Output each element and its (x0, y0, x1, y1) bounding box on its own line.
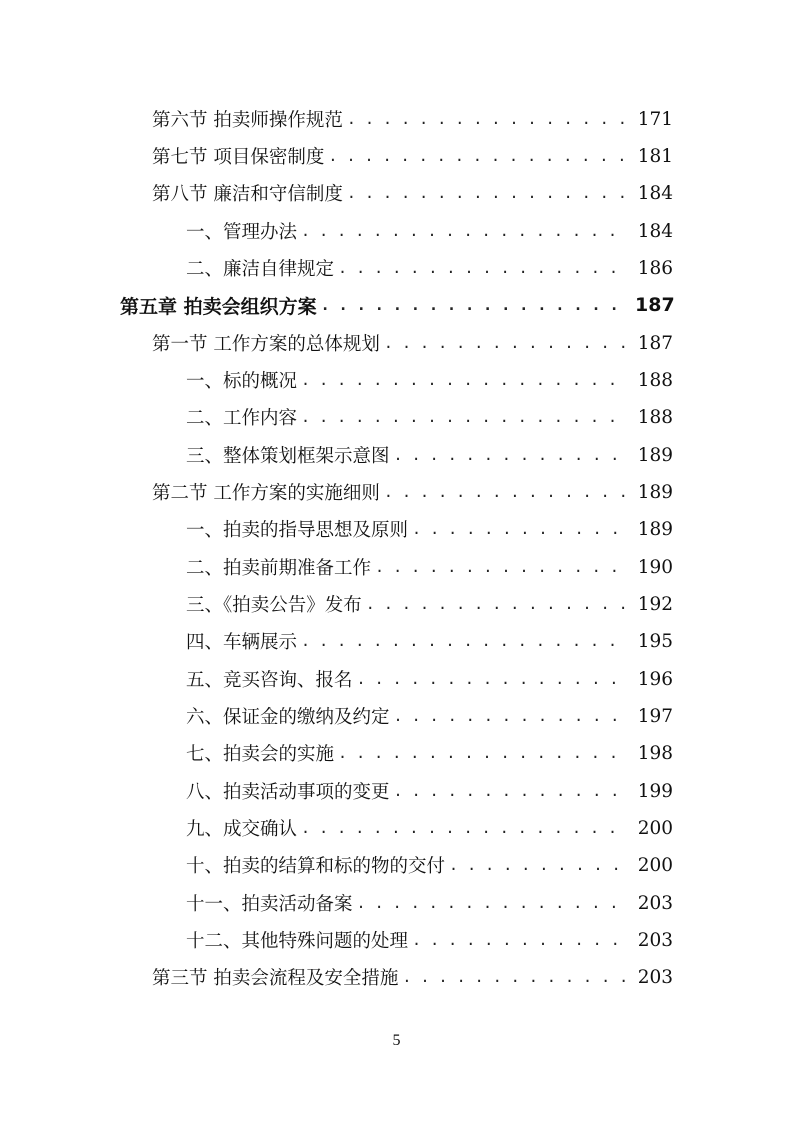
toc-entry[interactable] (186, 850, 673, 880)
toc-entry-page: 171 (637, 108, 673, 130)
leader-dots (394, 446, 629, 464)
leader-dots (301, 819, 629, 837)
toc-entry-page: 192 (637, 593, 673, 615)
leader-dots (347, 110, 629, 128)
toc-entry-page: 200 (637, 854, 673, 876)
toc-entry-page: 203 (637, 929, 673, 951)
leader-dots (394, 707, 629, 725)
toc-entry-label: 九、成交确认 (186, 819, 298, 840)
toc-entry-label: 十一、拍卖活动备案 (186, 894, 353, 915)
toc-entry-label: 一、拍卖的指导思想及原则 (186, 520, 409, 541)
leader-dots (412, 931, 629, 949)
toc-entry[interactable] (186, 589, 673, 619)
leader-dots (384, 483, 629, 501)
toc-entry[interactable] (186, 925, 673, 955)
toc-entry-page: 189 (637, 444, 673, 466)
toc-entry[interactable] (152, 477, 673, 507)
toc-entry-page: 184 (637, 182, 673, 204)
toc-entry-page: 203 (637, 892, 673, 914)
toc-entry-page: 203 (637, 966, 673, 988)
leader-dots (366, 595, 629, 613)
toc-entry-page: 197 (637, 705, 673, 727)
toc-entry[interactable] (186, 776, 673, 806)
toc-entry-page: 184 (637, 220, 673, 242)
toc-entry-label: 一、管理办法 (186, 222, 298, 243)
toc-entry-label: 第八节 廉洁和守信制度 (152, 184, 343, 205)
toc-entry[interactable] (186, 888, 673, 918)
toc-entry-page: 187 (635, 294, 675, 316)
leader-dots (357, 670, 629, 688)
toc-entry[interactable] (152, 104, 673, 134)
leader-dots (338, 744, 629, 762)
toc-entry-page: 198 (637, 742, 673, 764)
toc-entry-page: 188 (637, 369, 673, 391)
leader-dots (301, 632, 629, 650)
toc-entry-page: 189 (637, 481, 673, 503)
toc-entry-page: 188 (637, 406, 673, 428)
toc-entry[interactable] (152, 178, 673, 208)
toc-entry-label: 六、保证金的缴纳及约定 (186, 707, 390, 728)
toc-entry[interactable] (186, 626, 673, 656)
leader-dots (338, 259, 629, 277)
toc-entry-label: 第五章 拍卖会组织方案 (120, 295, 317, 318)
leader-dots (357, 894, 629, 912)
leader-dots (328, 147, 629, 165)
toc-entry[interactable] (186, 402, 673, 432)
leader-dots (394, 782, 629, 800)
toc-entry-page: 186 (637, 257, 673, 279)
toc-entry-label: 三、整体策划框架示意图 (186, 446, 390, 467)
toc-entry-label: 十二、其他特殊问题的处理 (186, 931, 409, 952)
toc-entry[interactable] (186, 365, 673, 395)
toc-entry[interactable] (152, 141, 673, 171)
toc-entry-label: 二、廉洁自律规定 (186, 259, 335, 280)
toc-chapter-entry[interactable] (120, 290, 673, 320)
leader-dots (347, 184, 629, 202)
leader-dots (402, 968, 629, 986)
toc-entry[interactable] (152, 328, 673, 358)
toc-entry-label: 八、拍卖活动事项的变更 (186, 782, 390, 803)
leader-dots (301, 222, 629, 240)
toc-entry-page: 195 (637, 630, 673, 652)
toc-entry[interactable] (186, 664, 673, 694)
toc-entry-page: 187 (637, 332, 673, 354)
toc-entry-label: 十、拍卖的结算和标的物的交付 (186, 856, 446, 877)
leader-dots (301, 408, 629, 426)
toc-entry[interactable] (186, 514, 673, 544)
toc-entry-label: 七、拍卖会的实施 (186, 744, 335, 765)
leader-dots (384, 334, 629, 352)
toc-entry-label: 第六节 拍卖师操作规范 (152, 110, 343, 131)
leader-dots (449, 856, 629, 874)
toc-entry-page: 196 (637, 668, 673, 690)
toc-entry-label: 五、竞买咨询、报名 (186, 670, 353, 691)
leader-dots (321, 296, 629, 314)
toc-entry[interactable] (186, 813, 673, 843)
toc-entry-page: 190 (637, 556, 673, 578)
toc-entry-page: 189 (637, 518, 673, 540)
toc-entry-page: 200 (637, 817, 673, 839)
toc-entry-label: 第七节 项目保密制度 (152, 147, 325, 168)
toc-entry[interactable] (186, 738, 673, 768)
toc-entry-page: 181 (637, 145, 673, 167)
toc-entry-label: 第二节 工作方案的实施细则 (152, 483, 380, 504)
toc-entry-label: 第三节 拍卖会流程及安全措施 (152, 968, 399, 989)
leader-dots (375, 558, 629, 576)
toc-entry-label: 四、车辆展示 (186, 632, 298, 653)
toc-entry-page: 199 (637, 780, 673, 802)
toc-entry[interactable] (186, 552, 673, 582)
toc-entry[interactable] (152, 962, 673, 992)
toc-entry-label: 一、标的概况 (186, 371, 298, 392)
toc-entry[interactable] (186, 216, 673, 246)
leader-dots (412, 520, 629, 538)
toc-entry[interactable] (186, 253, 673, 283)
page-number: 5 (392, 1032, 401, 1049)
toc-entry[interactable] (186, 440, 673, 470)
leader-dots (301, 371, 629, 389)
toc-entry-label: 二、拍卖前期准备工作 (186, 558, 372, 579)
toc-entry-label: 第一节 工作方案的总体规划 (152, 334, 380, 355)
toc-entry-label: 二、工作内容 (186, 408, 298, 429)
toc-entry[interactable] (186, 701, 673, 731)
toc-entry-label: 三、《拍卖公告》发布 (186, 595, 362, 616)
